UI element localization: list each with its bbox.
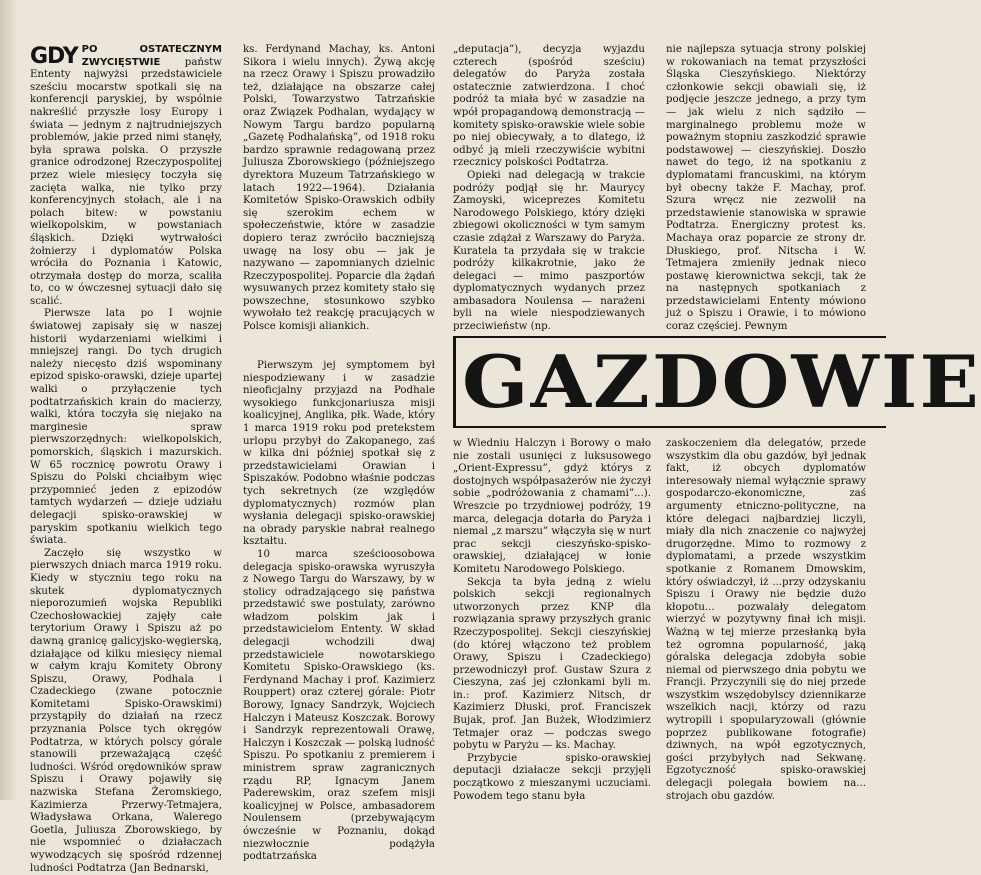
paragraph: Pierwszym jej symptomem był niespodziewany i w zasadzie nieoficjalny przyjazd na Podhale wysokiego funkcjonariusza misji koalicyjnej, Anglika, płk. Wade, który 1 marca 1919 roku pod pretekstem urlopu przybył do Zakopanego, zaś w kilka dni później spotkał się z przedstawicielami Orawian i Spiszaków. Podobno właśnie podczas tych sekretnych (ze względów dyplomatycznych) rozmów plan wysłania delegacji spisko-orawskiej na obrady paryskie nabrał realnego kształtu. <box>243 360 435 548</box>
paragraph: Sekcja ta była jedną z wielu polskich sekcji regionalnych utworzonych przez KNP dla rozwiązania sprawy przyszłych granic Rzeczypospolitej. Sekcji cieszyńskiej (do której włączono też problem Orawy, Spiszu i Czadeckiego) przewodniczył prof. Gustaw Szura z Cieszyna, zaś jej członkami byli m. in.: prof. Kazimierz Nitsch, dr Kazimierz Dłuski, prof. Franciszek Bujak, prof. Jan Bużek, Włodzimierz Tetmajer oraz — podczas swego pobytu w Paryżu — ks. Machay. <box>453 576 651 752</box>
column-2-bottom <box>243 360 435 863</box>
paragraph: zaskoczeniem dla delegatów, przede wszystkim dla obu gazdów, był jednak fakt, iż obcych dyplomatów interesowały niemal wyłącznie sprawy gospodarczo-ekonomiczne, zaś argumenty etniczno-polityczne, na które delegaci najbardziej liczyli, miały dla nich znaczenie co najwyżej drugorzędne. Mimo to rozmowy z dyplomatami, a przede wszystkim spotkanie z Romanem Dmowskim, który oświadczył, iż ...przy odzyskaniu Spiszu i Orawy nie będzie dużo kłopotu... pozwalały delegatom wierzyć w pozytywny finał ich misji. Ważną w tej mierze przesłanką była też ogromna popularność, jaką góralska delegacja zdobyła sobie niemal od pierwszego dnia pobytu we Francji. Przyczynili się do niej przede wszystkim wszędobylscy dziennikarze wszelkich nacji, którzy od razu wytropili i spopularyzowali (głównie poprzez publikowane fotografie) dziwnych, na wpół egzotycznych, gości przybyłych nad Sekwanę. Egzotyczność spisko-orawskiej delegacji polegała bowiem na... strojach obu gazdów. <box>666 438 866 802</box>
paragraph: Zaczęło się wszystko w pierwszych dniach marca 1919 roku. Kiedy w styczniu tego roku na skutek dyplomatycznych nieporozumień wojska Republiki Czechosłowackiej zajęły całe terytorium Orawy i Spiszu aż po dawną granicę galicyjsko-węgierską, działające od kilku miesięcy niemal w całym kraju Komitety Obrony Spiszu, Orawy, Podhala i Czadeckiego (zwane potocznie Komitetami Spisko-Orawskimi) przystąpiły do działań na rzecz przyznania Polsce tych okręgów Podtatrza, w których polscy górale stanowili przeważającą część ludności. Wśród orędowników spraw Spiszu i Orawy pojawiły się nazwiska Stefana Żeromskiego, Kazimierza Przerwy-Tetmajera, Władysława Orkana, Walerego Goetla, Juliusza Zborowskiego, by nie wspomnieć o działaczach wywodzących się spośród rdzennej ludności Podtatrza (Jan Bednarski, <box>30 547 222 874</box>
lead-caps: PO OSTATECZNYM ZWYCIĘSTWIE <box>81 44 222 68</box>
paragraph: nie najlepsza sytuacja strony polskiej w rokowaniach na temat przyszłości Śląska Cieszyńskiego. Niektórzy członkowie sekcji obawiali się, iż podjęcie jeszcze jednego, a przy tym — jak wielu z nich sądziło — marginalnego problemu może w poważnym stopniu zaszkodzić sprawie podstawowej — cieszyńskiej. Doszło nawet do tego, iż na spotkaniu z dyplomatami francuskimi, na którym był obecny także F. Machay, prof. Szura wręcz nie zezwolił na przedstawienie stanowiska w sprawie Podtatrza. Energiczny protest ks. Machaya oraz poparcie ze strony dr. Dłuskiego, prof. Nitscha i W. Tetmajera zmieniły jednak nieco postawę kierownictwa sekcji, tak że na następnych spotkaniach z przedstawicielami Ententy mówiono już o Spiszu i Orawie, i to mówiono coraz częściej. Pewnym <box>666 44 866 333</box>
paragraph: w Wiedniu Halczyn i Borowy o mało nie zostali usunięci z luksusowego „Orient-Expressu”, gdyż którys z dostojnych współpasażerów nie życzył sobie „podróżowania z chamami”...). Wreszcie po trzydniowej podróży, 19 marca, delegacja dotarła do Paryża i niemal „z marszu” włączyła się w nurt prac sekcji cieszyńsko-spisko-orawskiej, działającej w łonie Komitetu Narodowego Polskiego. <box>453 438 651 575</box>
paragraph: „deputacja”), decyzja wyjazdu czterech (spośród sześciu) delegatów do Paryża została ostatecznie zatwierdzona. I choć podróż ta miała być w zasadzie na wpół propagandową demonstracją — komitety spisko-orawskie wiele sobie po niej obiecywały, a to dlatego, iż odbyć ją mieli rzeczywiście wybitni rzecznicy polskości Podtatrza. <box>453 44 645 169</box>
page-fold-shadow <box>0 0 18 800</box>
column-3-bottom <box>453 438 651 802</box>
column-4-bottom <box>666 438 866 802</box>
lead-paragraph <box>30 44 222 308</box>
paragraph: Pierwsze lata po I wojnie światowej zapisały się w naszej historii wydarzeniami wielkimi i mniejszej rangi. Do tych drugich należy niecęsto dziś wspominany epizod spisko-orawski, dzieje upartej walki o przyłączenie tych podtatrzańskich krain do macierzy, walki, która toczyła się niejako na marginesie spraw pierwszorzędnych: wielkopolskich, pomorskich, śląskich i mazurskich. W 65 rocznicę powrotu Orawy i Spiszu do Polski chciałbym więc przypomnieć jeden z epizodów tamtych wydarzeń — dzieje udziału delegacji spisko-orawskiej w paryskim spotkaniu wielkich tego świata. <box>30 308 222 547</box>
column-1 <box>30 44 222 874</box>
headline: GAZDOWIE <box>462 339 981 424</box>
column-4-top <box>666 44 866 332</box>
headline-box <box>453 336 981 428</box>
dropcap: GDY <box>30 44 78 69</box>
paragraph: państw Ententy najwyżsi przedstawiciele sześciu mocarstw spotkali się na konferencji paryskiej, by wspólnie nakreślić przyszłe losy Europy i świata — jednym z najtrudniejszych problemów, jakie przed nimi stanęły, była sprawa polska. O przyszłe granice odrodzonej Rzeczypospolitej przez wiele miesięcy toczyła się zacięta walka, nie tylko przy konferencyjnych stołach, ale i na polach bitew: w powstaniu wielkopolskim, w powstaniach śląskich. Dzięki wytrwałości żołnierzy i dyplomatów Polska wróciła do Poznania i Katowic, otrzymała dostęp do morza, scaliła to, co w ówczesnej sytuacji dało się scalić. <box>30 56 222 307</box>
paragraph: Przybycie spisko-orawskiej deputacji działacze sekcji przyjęli początkowo z mieszanymi uczuciami. Powodem tego stanu była <box>453 752 651 802</box>
paragraph: Opieki nad delegacją w trakcie podróży podjął się hr. Maurycy Zamoyski, wiceprezes Komitetu Narodowego Polskiego, który dzięki zbiegowi okoliczności w tym samym czasie zdążał z Warszawy do Paryża. Kuratela ta przydała się w trakcie podróży kilkakrotnie, jako że delegaci — mimo paszportów dyplomatycznych wydanych przez ambasadora Noulensa — narażeni byli na wiele niespodziewanych przeciwieństw (np. <box>453 169 645 333</box>
paragraph: ks. Ferdynand Machay, ks. Antoni Sikora i wielu innych). Żywą akcję na rzecz Orawy i Spiszu prowadziło też, działające na obszarze całej Polski, Towarzystwo Tatrzańskie oraz Związek Podhalan, wydający w Nowym Targu bardzo popularną „Gazetę Podhalańską”, od 1918 roku bardzo sprawnie redagowaną przez Juliusza Zborowskiego (późniejszego dyrektora Muzeum Tatrzańskiego w latach 1922—1964). Działania Komitetów Spisko-Orawskich odbiły się szerokim echem w społeczeństwie, które w zasadzie dopiero teraz zwróciło baczniejszą uwagę na losy obu — jak je nazywano — zapomnianych dzielnic Rzeczypospolitej. Poparcie dla żądań wysuwanych przez komitety stało się powszechne, stosunkowo szybko wywołało też reakcję pracujących w Polsce komisji aliankich. <box>243 44 435 333</box>
column-2-top <box>243 44 435 344</box>
column-3-top <box>453 44 645 333</box>
paragraph: 10 marca sześcioosobowa delegacja spisko-orawska wyruszyła z Nowego Targu do Warszawy, by w stolicy odradzającego się państwa przedstawić swe postulaty, zarówno władzom polskim jak i przedstawicielom Ententy. W skład delegacji wchodzili dwaj przedstawiciele nowotarskiego Komitetu Spisko-Orawskiego (ks. Ferdynand Machay i prof. Kazimierz Rouppert) oraz czterej górale: Piotr Borowy, Ignacy Sandrzyk, Wojciech Halczyn i Mateusz Koszczak. Borowy i Sandrzyk reprezentowali Orawę, Halczyn i Koszczak — polską ludność Spiszu. Po spotkaniu z premierem i ministrem spraw zagranicznych rządu RP, Ignacym Janem Paderewskim, oraz szefem misji koalicyjnej w Polsce, ambasadorem Noulensem (przebywającym ówcześnie w Poznaniu, dokąd niezwłocznie podążyła podtatrzańska <box>243 548 435 863</box>
